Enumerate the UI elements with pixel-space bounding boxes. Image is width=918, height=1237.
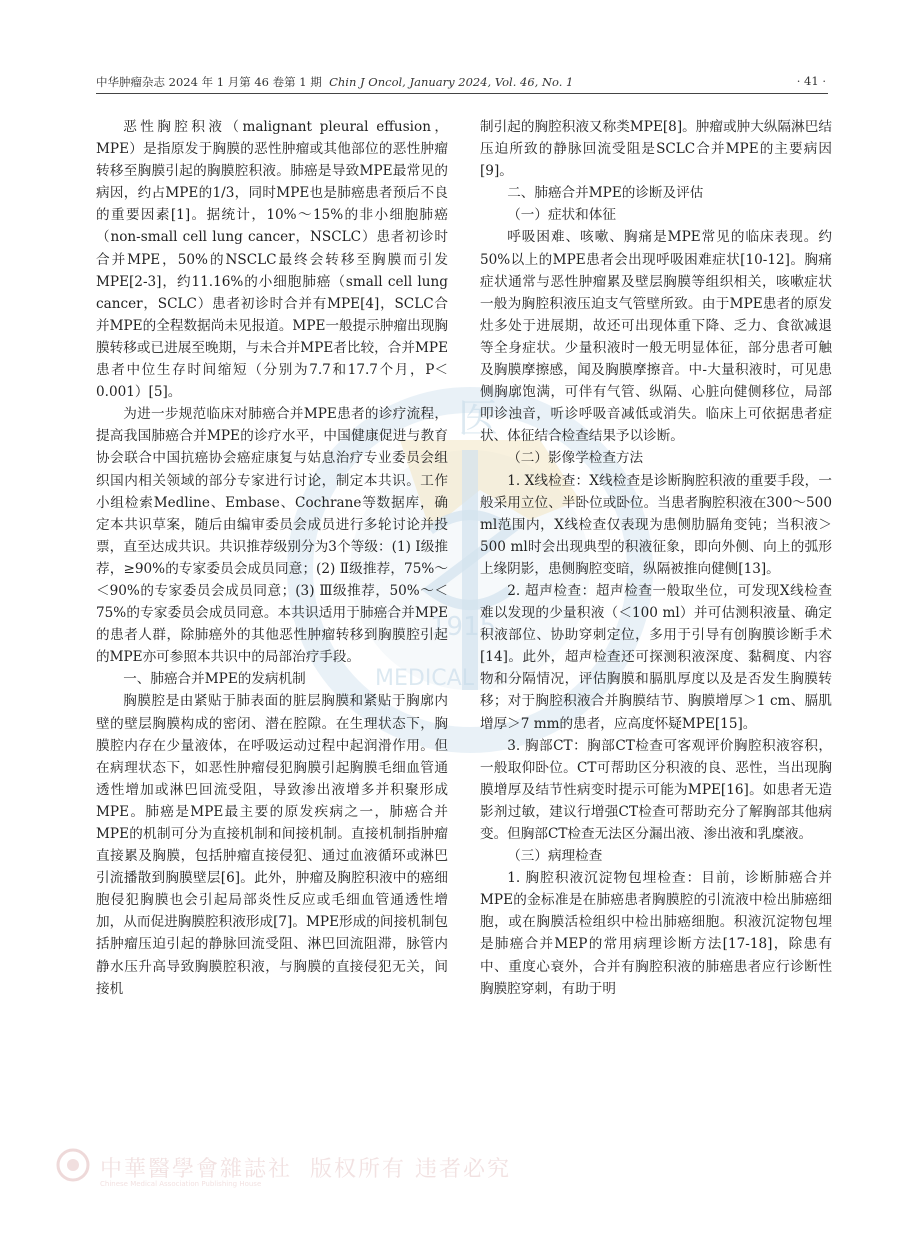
journal-en: Chin J Oncol, January 2024, Vol. 46, No. 1 bbox=[329, 75, 574, 89]
paragraph-pathology: 1. 胸腔积液沉淀物包埋检查：目前，诊断肺癌合并MPE的金标准是在肺癌患者胸膜腔的引流液中检出肺癌细胞，或在胸膜活检组织中检出肺癌细胞。积液沉淀物包埋是肺癌合并MEP的常用病理诊断方法[17-18]，除患有中、重度心衰外，合并有胸腔积液的肺癌患者应行诊断性胸膜腔穿刺，有助于明 bbox=[480, 870, 832, 997]
subsection-heading-imaging: （二）影像学检查方法 bbox=[507, 450, 644, 467]
paragraph-symptoms: 呼吸困难、咳嗽、胸痛是MPE常见的临床表现。约50%以上的MPE患者会出现呼吸困难症状[10-12]。胸痛症状通常与恶性肿瘤累及壁层胸膜等组织相关，咳嗽症状一般为胸腔积液压迫支气管壁所致。由于MPE患者的原发灶多处于进展期，故还可出现体重下降、乏力、食欲减退等全身症状。少量积液时一般无明显体征，部分患者可触及胸膜摩擦感，闻及胸膜摩擦音。中-大量积液时，可见患侧胸廓饱满，可伴有气管、纵隔、心脏向健侧移位，局部叩诊浊音，听诊呼吸音减低或消失。临床上可依据患者症状、体征结合检查结果予以诊断。 bbox=[480, 229, 832, 445]
watermark-char: 医 bbox=[458, 396, 498, 442]
subsection-heading-symptoms: （一）症状和体征 bbox=[507, 207, 616, 224]
section-heading-2: 二、肺癌合并MPE的诊断及评估 bbox=[507, 185, 704, 202]
paragraph-ultrasound: 2. 超声检查：超声检查一般取坐位，可发现X线检查难以发现的少量积液（＜100 ml）并可估测积液量、确定积液部位、协助穿刺定位，多用于引导有创胸膜诊断手术[14]。此外，超声检查还可探测积液深度、黏稠度、内容物和分隔情况，评估胸膜和膈肌厚度以及是否发生胸膜转移；对于胸腔积液合并胸膜结节、胸膜增厚＞1 cm、膈肌增厚＞7 mm的患者，应高度怀疑MPE[15]。 bbox=[480, 582, 832, 732]
paragraph-ct: 3. 胸部CT：胸部CT检查可客观评价胸腔积液容积，一般取仰卧位。CT可帮助区分积液的良、恶性，当出现胸膜增厚及结节性病变时提示可能为MPE[16]。如患者无造影剂过敏，建议行增强CT检查可帮助充分了解胸部其他病变。但胸部CT检查无法区分漏出液、渗出液和乳糜液。 bbox=[480, 737, 832, 842]
paragraph-continued: 制引起的胸腔积液又称类MPE[8]。肿瘤或肿大纵隔淋巴结压迫所致的静脉回流受阻是SCLC合并MPE的主要病因[9]。 bbox=[480, 119, 832, 180]
paragraph-xray: 1. X线检查：X线检查是诊断胸腔积液的重要手段，一般采用立位、半卧位或卧位。当患者胸腔积液在300～500 ml范围内，X线检查仅表现为患侧肋膈角变钝；当积液＞500 ml时会出现典型的积液征象，即向外侧、向上的弧形上缘阴影，患侧胸腔变暗，纵隔被推向健侧[13]。 bbox=[480, 472, 832, 577]
publisher-watermark bbox=[60, 1152, 512, 1192]
publisher-watermark-cn: 中華醫學會雜誌社 版权所有 违者必究 bbox=[100, 1157, 512, 1182]
header-rule bbox=[96, 93, 828, 94]
page-number: · 41 · bbox=[796, 74, 826, 88]
left-column bbox=[96, 116, 448, 1000]
publisher-watermark-en: Chinese Medical Association Publishing House bbox=[100, 1180, 262, 1188]
subsection-heading-pathology: （三）病理检查 bbox=[507, 848, 603, 865]
paragraph-intro: 恶性胸腔积液（malignant pleural effusion，MPE）是指原发于胸膜的恶性肿瘤或其他部位的恶性肿瘤转移至胸膜引起的胸膜腔积液。肺癌是导致MPE最常见的病因，约占MPE的1/3，同时MPE也是肺癌患者预后不良的重要因素[1]。据统计，10%～15%的非小细胞肺癌（non-small cell lung cancer，NSCLC）患者初诊时合并MPE，50%的NSCLC最终会转移至胸膜而引发MPE[2-3]，约11.16%的小细胞肺癌（small cell lung cancer，SCLC）患者初诊时合并有MPE[4]，SCLC合并MPE的全程数据尚未见报道。MPE一般提示肿瘤出现胸膜转移或已进展至晚期，与未合并MPE者比较，合并MPE患者中位生存时间缩短（分别为7.7和17.7个月，P＜0.001）[5]。 bbox=[96, 119, 448, 401]
section-heading-1: 一、肺癌合并MPE的发病机制 bbox=[123, 671, 306, 688]
journal-citation bbox=[96, 74, 573, 90]
paragraph-mechanism: 胸膜腔是由紧贴于肺表面的脏层胸膜和紧贴于胸廓内壁的壁层胸膜构成的密闭、潜在腔隙。在生理状态下，胸膜腔内存在少量液体，在呼吸运动过程中起润滑作用。但在病理状态下，如恶性肿瘤侵犯胸膜引起胸膜毛细血管通透性增加或淋巴回流受阻，导致渗出液增多并积聚形成MPE。肺癌是MPE最主要的原发疾病之一，肺癌合并MPE的机制可分为直接机制和间接机制。直接机制指肿瘤直接累及胸膜，包括肿瘤直接侵犯、通过血液循环或淋巴引流播散到胸膜壁层[6]。此外，肿瘤及胸腔积液中的癌细胞侵犯胸膜也会引起局部炎性反应或毛细血管通透性增加，从而促进胸膜腔积液形成[7]。MPE形成的间接机制包括肿瘤压迫引起的静脉回流受阻、淋巴回流阻滞，脉管内静水压升高导致胸膜腔积液，与胸膜的直接侵犯无关，间接机 bbox=[96, 693, 448, 997]
running-header bbox=[96, 72, 826, 94]
paragraph-methods: 为进一步规范临床对肺癌合并MPE患者的诊疗流程，提高我国肺癌合并MPE的诊疗水平，中国健康促进与教育协会联合中国抗癌协会癌症康复与姑息治疗专业委员会组织国内相关领域的部分专家进行讨论，制定本共识。工作小组检索Medline、Embase、Cochrane等数据库，确定本共识草案，随后由编审委员会成员进行多轮讨论并投票，直至达成共识。共识推荐级别分为3个等级：(1) Ⅰ级推荐，≥90%的专家委员会成员同意；(2) Ⅱ级推荐，75%～＜90%的专家委员会成员同意；(3) Ⅲ级推荐，50%～＜75%的专家委员会成员同意。本共识适用于肺癌合并MPE的患者人群，除肺癌外的其他恶性肿瘤转移到胸膜腔引起的MPE亦可参照本共识中的局部治疗手段。 bbox=[96, 406, 448, 666]
right-column bbox=[480, 116, 832, 1000]
watermark-year: 1915 bbox=[430, 612, 497, 642]
journal-cn: 中华肿瘤杂志 2024 年 1 月第 46 卷第 1 期 bbox=[96, 75, 322, 89]
watermark-medical: MEDICAL bbox=[375, 666, 474, 691]
